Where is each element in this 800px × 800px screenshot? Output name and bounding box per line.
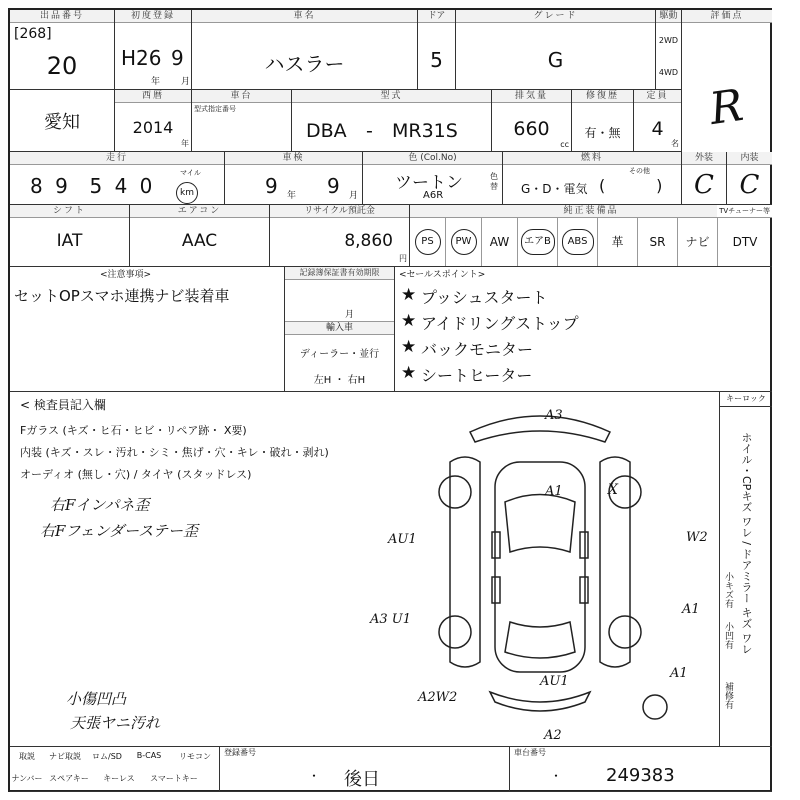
type-label: 型式 [292,90,491,103]
registration-value: 後日 [344,769,380,790]
mileage-unit-km: km [176,182,198,204]
recycle-label: リサイクル預託金 [270,205,409,218]
equip-sr: SR [638,217,678,266]
footer-item-smart-key: スマートキー [150,774,198,783]
import-label: 輸入車 [285,321,394,335]
color-cell [363,152,503,205]
type-prefix: DBA [306,120,347,142]
notes-cell [10,267,285,392]
warranty-month: 月 [345,310,355,320]
sales-point-2: ★ アイドリングストップ [401,311,579,333]
year-label: 西暦 [115,90,191,103]
lot-label: 出品番号 [10,10,114,23]
shift-label: シフト [10,205,129,218]
dealer-parallel: ディーラー・並行 [299,349,380,360]
footer-item-keyless: キーレス [103,774,135,783]
inspector-label: < 検査員記入欄 [20,398,106,412]
grade-label: グレード [456,10,655,23]
grade-value: G [547,48,564,72]
interior-value: C [739,170,760,200]
shift-cell [10,205,130,267]
steering-side: 左H ・ 右H [313,375,366,386]
lot-cell [10,10,115,90]
fuel-paren: ( ) [599,176,663,195]
drive-4wd: 4WD [658,68,679,77]
model-name-value: ハスラー [264,52,345,76]
type-cell [292,90,492,152]
damage-mark-left-bumper: A2W2 [418,690,458,705]
sales-point-3: ★ バックモニター [401,337,534,359]
handwritten-note-1: 右Fインパネ歪 [50,496,150,514]
inspector-area [10,392,720,747]
drive-label: 駆動 [656,10,681,23]
seats-cell [634,90,682,152]
type-dash: - [366,120,373,142]
prefecture-value: 愛知 [44,112,80,133]
score-value: R [706,79,747,136]
aircon-cell [130,205,270,267]
equip-aw: AW [482,217,518,266]
model-name-cell [192,10,418,90]
footer-item-spare-key: スペアキー [49,774,89,783]
handwritten-note-2: 右Fフェンダーステー歪 [40,522,199,540]
star-icon: ★ [401,285,417,305]
chassis-number-value: 249383 [606,765,675,786]
seats-value: 4 [651,118,664,140]
equip-abs: ABS [562,229,594,255]
tuner-label: TVチューナー等 [719,207,770,215]
history-label: 修復歴 [572,90,633,103]
damage-mark-right-bumper: A1 [670,666,688,681]
inspection-year-suffix: 年 [287,191,297,201]
exterior-value: C [694,170,714,200]
registration-dot: ・ [308,769,321,783]
first-reg-cell [115,10,192,90]
equip-pw: PW [451,229,477,255]
exterior-cell [682,152,727,205]
mileage-value: 8 9 5 4 0 [30,174,156,198]
warranty-label: 記録簿保証書有効期限 [285,267,394,280]
mileage-label: 走行 [10,152,224,165]
seats-unit: 名 [671,139,679,148]
equip-airbag: エアB [521,229,555,255]
color-value: ツートン [395,173,463,193]
year-value: 2014 [132,118,174,137]
equip-ps: PS [415,229,441,255]
equipment-label: 純正装備品 [410,205,772,218]
mileage-unit-mile: マイル [180,169,201,177]
displacement-unit: cc [560,140,569,149]
doors-label: ドア [418,10,455,23]
equipment-cell [410,205,772,267]
lot-code: [268] [14,26,52,42]
sales-point-4: ★ シートヒーター [401,363,533,385]
drive-cell [656,10,682,90]
recycle-unit: 円 [399,254,407,263]
grade-cell [456,10,656,90]
inspector-glass: Fガラス (キズ・ヒ石・ヒビ・リペア跡・ X要) [20,424,247,437]
warranty-cell [285,267,395,392]
exterior-label: 外装 [682,152,726,165]
star-icon: ★ [401,337,417,357]
damage-mark-roof-front: A1 [545,484,563,499]
fuel-label: 燃料 [503,152,681,165]
color-code: A6R [423,190,444,201]
aircon-value: AAC [181,231,218,251]
handwritten-note-3: 小傷凹凸 [66,690,127,708]
year-suffix: 年 [181,139,189,148]
side-column [720,392,772,747]
history-cell [572,90,634,152]
equip-dtv: DTV [732,234,758,249]
chassis-sub: 型式指定番号 [194,105,236,113]
inspection-cell [225,152,363,205]
inspection-month-suffix: 月 [349,191,359,201]
damage-mark-left-front: AU1 [388,532,417,547]
interior-label: 内装 [727,152,772,165]
shift-value: IAT [56,231,83,251]
color-change-label: 色替 [490,172,498,191]
inspector-interior: 内装 (キズ・スレ・汚れ・シミ・焦げ・穴・キレ・破れ・剥れ) [20,446,329,459]
star-icon: ★ [401,311,417,331]
model-name-label: 車名 [192,10,417,23]
year-cell [115,90,192,152]
chassis-number-cell [510,747,772,792]
recycle-cell [270,205,410,267]
doors-cell [418,10,456,90]
first-reg-label: 初度登録 [115,10,191,23]
displacement-cell [492,90,572,152]
first-reg-year-suffix: 年 [151,77,161,87]
fuel-other: その他 [629,167,650,175]
inspection-label: 車検 [225,152,362,165]
score-label: 評価点 [682,10,772,23]
inspector-audio: オーディオ (無し・穴) / タイヤ (スタッドレス) [20,468,252,481]
chassis-cell [192,90,292,152]
footer-item-rom: ロム/SD [92,752,122,761]
inspection-year: 9 [265,174,278,198]
first-reg-era: H26 [121,46,162,70]
sales-points-label: <セールスポイント> [399,270,486,280]
drive-2wd: 2WD [658,36,679,45]
mileage-cell [10,152,225,205]
footer-item-bcas: B-CAS [136,751,162,760]
doors-value: 5 [430,48,443,72]
sales-points-cell [395,267,772,392]
inspection-month: 9 [327,174,340,198]
notes-label: <注意事項> [100,270,152,280]
side-sub-2: 小凹有 [723,622,733,649]
first-reg-month-suffix: 月 [181,77,191,87]
first-reg-month: 9 [171,46,184,70]
damage-mark-right-front: W2 [686,530,708,545]
keylock-label: キーロック [720,392,772,407]
auction-sheet [8,8,772,792]
chassis-number-label: 車台番号 [514,748,546,757]
registration-label: 登録番号 [224,748,256,757]
damage-mark-left-rear: A3 U1 [370,612,412,627]
footer-item-remote: リモコン [179,752,211,761]
lot-number: 20 [46,52,78,80]
fuel-options: G・D・電気 [521,182,588,196]
footer-item-plate: ナンバー [11,774,43,783]
type-value: MR31S [392,120,458,142]
history-value: 有・無 [584,126,621,140]
fuel-cell [503,152,682,205]
equip-leather: 革 [598,217,638,266]
displacement-label: 排気量 [492,90,571,103]
side-column-text: ホイル・CPキズ ワレ / ドアミラー キズ ワレ [740,432,753,655]
damage-mark-rear-roof: AU1 [540,674,569,689]
prefecture-cell [10,90,115,152]
side-sub-3: 補修有 [723,682,733,709]
color-label: 色 (Col.No) [363,152,502,165]
notes-text: セットOPスマホ連携ナビ装着車 [14,287,230,305]
seats-label: 定員 [634,90,681,103]
handwritten-note-4: 天張ヤニ汚れ [70,714,161,732]
star-icon: ★ [401,363,417,383]
footer-items [10,747,220,792]
footer-item-navi-manual: ナビ取説 [49,752,81,761]
equip-navi: ナビ [678,217,718,266]
chassis-number-dot: ・ [550,769,563,783]
recycle-value: 8,860 [344,231,393,251]
damage-mark-right-rear: A1 [682,602,700,617]
chassis-label: 車台 [192,90,291,103]
displacement-value: 660 [513,118,550,140]
aircon-label: エアコン [130,205,269,218]
footer-item-manual: 取説 [19,752,35,761]
sales-point-1: ★ プッシュスタート [401,285,548,307]
damage-mark-x: X [608,482,618,498]
damage-mark-top: A3 [545,408,563,423]
interior-cell [727,152,772,205]
side-sub-1: 小キズ有 [723,572,733,608]
registration-cell [220,747,510,792]
damage-mark-bottom: A2 [544,728,562,743]
